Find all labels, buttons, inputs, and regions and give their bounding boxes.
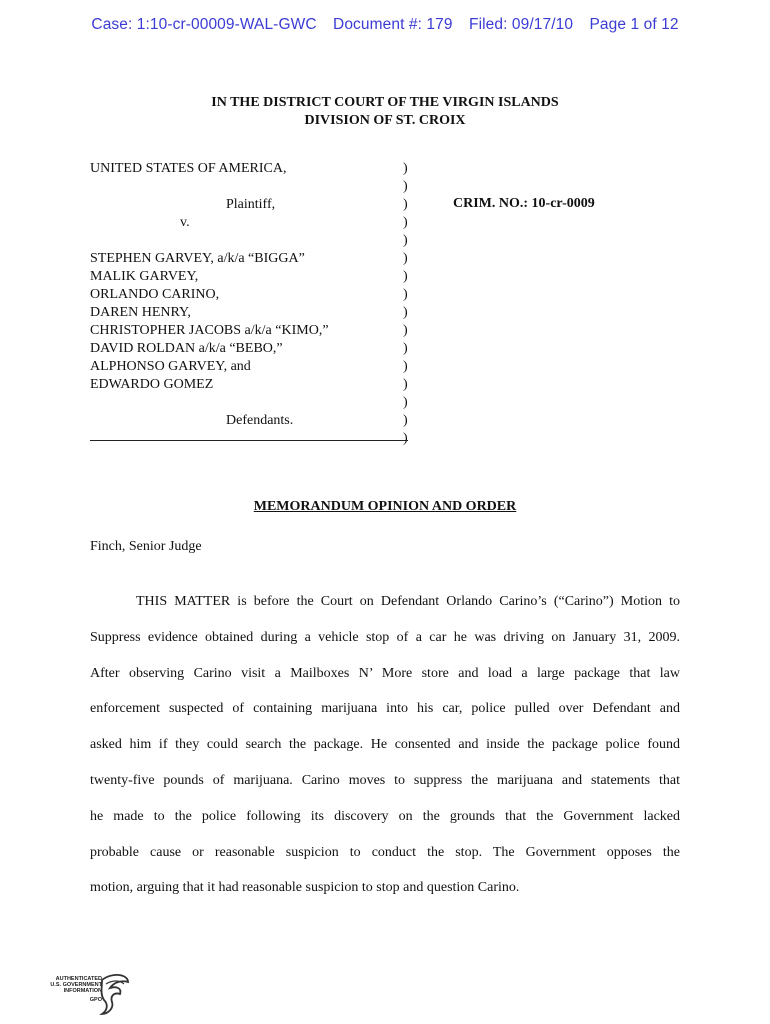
versus-label: v. [180, 215, 190, 230]
defendant-name: CHRISTOPHER JACOBS a/k/a “KIMO,” [90, 323, 329, 338]
seal-text-line: GPO [89, 997, 102, 1003]
caption-paren: ) [403, 251, 408, 266]
case-number: Case: 1:10-cr-00009-WAL-GWC [91, 16, 317, 33]
body-line: After observing Carino visit a Mailboxes N’ More store and load a large package that law [90, 665, 680, 681]
caption-paren: ) [403, 323, 408, 338]
body-line: THIS MATTER is before the Court on Defendant Orlando Carino’s (“Carino”) Motion to [136, 594, 680, 609]
gpo-eagle-seal-icon [98, 972, 132, 1016]
page-indicator: Page 1 of 12 [589, 16, 679, 33]
document-number: Document #: 179 [333, 16, 453, 33]
plaintiff-name: UNITED STATES OF AMERICA, [90, 161, 287, 176]
caption-paren: ) [403, 359, 408, 374]
body-line: he made to the police following its discovery on the grounds that the Government lacked [90, 808, 680, 824]
ecf-header-stamp [0, 16, 770, 34]
caption-paren: ) [403, 305, 408, 320]
gpo-authentication-seal [44, 972, 134, 1018]
caption-paren: ) [403, 377, 408, 392]
filed-date: Filed: 09/17/10 [469, 16, 574, 33]
caption-paren: ) [403, 431, 408, 446]
seal-text-line: U.S. GOVERNMENT [50, 982, 102, 988]
caption-paren: ) [403, 233, 408, 248]
caption-underline [90, 440, 408, 441]
body-line: enforcement suspected of containing marijuana into his car, police pulled over Defendant and [90, 701, 680, 717]
body-line: motion, arguing that it had reasonable suspicion to stop and question Carino. [90, 880, 520, 896]
body-line: asked him if they could search the package. He consented and inside the package police found [90, 737, 680, 753]
body-line: twenty-five pounds of marijuana. Carino moves to suppress the marijuana and statements that [90, 772, 680, 788]
seal-text [44, 976, 102, 1003]
seal-text-line: INFORMATION [63, 988, 102, 994]
caption-paren: ) [403, 395, 408, 410]
caption-paren: ) [403, 197, 408, 212]
body-line: probable cause or reasonable suspicion to conduct the stop. The Government opposes the [90, 844, 680, 860]
caption-paren: ) [403, 179, 408, 194]
caption-paren: ) [403, 161, 408, 176]
judge-line: Finch, Senior Judge [90, 539, 202, 554]
opinion-body [90, 584, 680, 906]
caption-paren: ) [403, 287, 408, 302]
plaintiff-role: Plaintiff, [226, 197, 276, 212]
defendant-name: DAVID ROLDAN a/k/a “BEBO,” [90, 341, 283, 356]
court-heading [0, 94, 770, 130]
seal-text-line: AUTHENTICATED [55, 976, 102, 982]
document-title: MEMORANDUM OPINION AND ORDER [253, 499, 517, 514]
defendants-role: Defendants. [226, 413, 294, 428]
defendant-name: STEPHEN GARVEY, a/k/a “BIGGA” [90, 251, 305, 266]
caption-paren: ) [403, 269, 408, 284]
defendant-name: MALIK GARVEY, [90, 269, 199, 284]
defendant-name: DAREN HENRY, [90, 305, 191, 320]
criminal-case-number: CRIM. NO.: 10-cr-0009 [453, 196, 595, 211]
defendant-name: EDWARDO GOMEZ [90, 377, 214, 392]
court-division: DIVISION OF ST. CROIX [304, 113, 466, 128]
defendant-name: ALPHONSO GARVEY, and [90, 359, 251, 374]
defendant-name: ORLANDO CARINO, [90, 287, 220, 302]
court-name: IN THE DISTRICT COURT OF THE VIRGIN ISLANDS [211, 95, 559, 110]
caption-paren: ) [403, 341, 408, 356]
body-line: Suppress evidence obtained during a vehicle stop of a car he was driving on January 31, 2009. [90, 629, 680, 645]
caption-paren: ) [403, 413, 408, 428]
caption-paren: ) [403, 215, 408, 230]
